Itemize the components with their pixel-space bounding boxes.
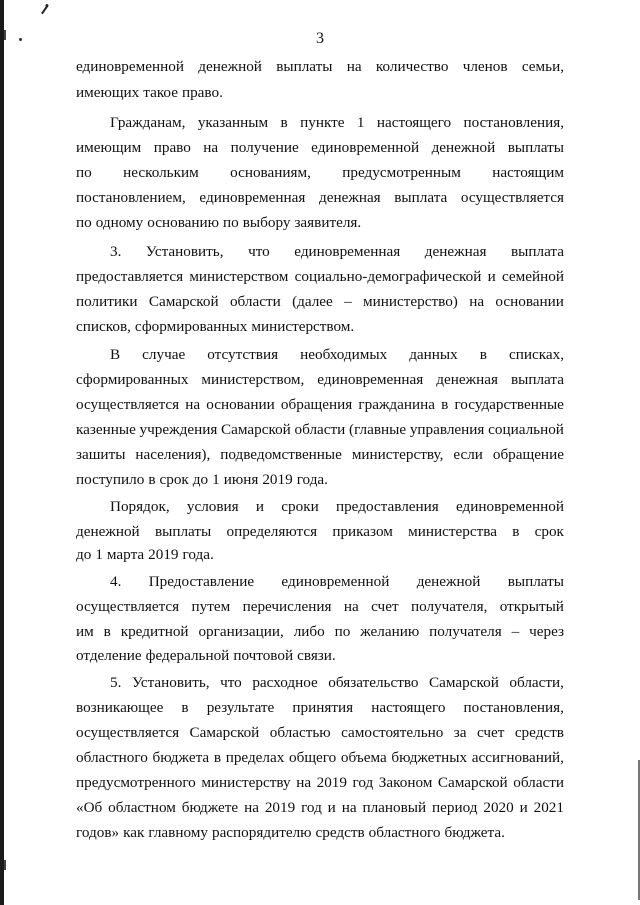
word: Гражданам,: [110, 114, 186, 131]
word: путем: [191, 598, 231, 615]
word: области: [294, 421, 346, 438]
text-line: [76, 471, 564, 489]
word: единовременной: [281, 573, 390, 590]
word: Установить,: [145, 243, 224, 260]
word: Законом: [378, 774, 433, 791]
text-line: [76, 523, 564, 541]
word: Порядок,: [110, 498, 170, 515]
word: года.: [296, 471, 328, 488]
word: и: [255, 498, 265, 515]
word: сроки: [281, 498, 319, 515]
word: настоящего: [371, 699, 446, 716]
text-line: [110, 674, 564, 692]
text-line: [110, 114, 564, 132]
word: 4.: [110, 573, 122, 590]
text-line: [76, 214, 564, 232]
word: министерства: [408, 523, 497, 540]
word: –: [511, 623, 520, 640]
word: единовременной: [311, 139, 420, 156]
word: счет: [371, 598, 399, 615]
word: основаниям,: [230, 164, 311, 181]
word: по: [334, 623, 351, 640]
word: такое: [143, 84, 178, 101]
word: указанным: [197, 114, 269, 131]
word: осуществляется: [76, 598, 180, 615]
word: желанию: [360, 623, 420, 640]
word: министерством.: [251, 318, 355, 335]
word: списках,: [508, 346, 564, 363]
word: 1: [95, 546, 103, 563]
word: заявителя.: [294, 214, 362, 231]
word: выбору: [242, 214, 291, 231]
word: Самарской: [189, 724, 260, 741]
text-line: [76, 84, 564, 102]
word: бюджете: [181, 799, 239, 816]
word: 3.: [110, 243, 122, 260]
word: в: [441, 396, 449, 413]
word: им: [76, 623, 94, 640]
word: на: [346, 58, 362, 75]
word: единовременной: [456, 498, 564, 515]
word: выплата: [394, 189, 448, 206]
word: год: [352, 774, 374, 791]
word: основанию: [147, 214, 220, 231]
word: возникающее: [76, 699, 164, 716]
word: результате: [206, 699, 275, 716]
word: на: [296, 774, 312, 791]
word: определяются: [226, 523, 318, 540]
word: министерством,: [201, 371, 305, 388]
word: казенные: [76, 421, 136, 438]
word: и: [487, 268, 496, 285]
word: области: [513, 774, 564, 791]
word: 2019: [316, 774, 347, 791]
word: областью: [269, 724, 331, 741]
word: области: [229, 293, 281, 310]
word: министерство): [363, 293, 458, 310]
word: необходимых: [300, 346, 388, 363]
word: осуществляется: [460, 189, 564, 206]
word: пункте: [300, 114, 345, 131]
word: предусмотренного: [76, 774, 196, 791]
word: семейной: [501, 268, 564, 285]
text-line: [76, 371, 564, 389]
word: право: [153, 139, 191, 156]
word: имеющих: [76, 84, 140, 101]
word: почтовой: [233, 647, 294, 664]
word: организации,: [198, 623, 284, 640]
text-line: [76, 774, 564, 792]
word: за: [453, 724, 467, 741]
word: 2021: [533, 799, 564, 816]
word: единовременная: [199, 189, 306, 206]
word: данных: [409, 346, 458, 363]
word: политики: [76, 293, 138, 310]
page-number: 3: [316, 30, 324, 47]
text-line: [76, 164, 564, 182]
word: и: [519, 799, 528, 816]
word: (главные: [349, 421, 407, 438]
text-line: [76, 293, 564, 311]
word: на: [343, 598, 359, 615]
word: 2020: [483, 799, 514, 816]
word: главному: [148, 824, 208, 841]
word: денежной: [416, 573, 481, 590]
word: настоящего: [376, 114, 452, 131]
word: принятия: [292, 699, 354, 716]
word: 2019: [264, 799, 296, 816]
word: денежной: [76, 523, 140, 540]
word: получение: [230, 139, 299, 156]
word: в: [479, 346, 487, 363]
word: населения),: [135, 446, 211, 463]
word: учреждения: [139, 421, 218, 438]
word: до: [76, 546, 92, 563]
word: областного: [368, 824, 441, 841]
word: июня: [223, 471, 259, 488]
word: осуществляется: [76, 724, 180, 741]
word: открытый: [499, 598, 564, 615]
word: сформированных: [134, 318, 248, 335]
word: министерству,: [351, 446, 444, 463]
word: социально-демографической: [294, 268, 482, 285]
word: единовременная: [317, 371, 424, 388]
word: выплаты: [276, 58, 333, 75]
word: годов»: [76, 824, 120, 841]
word: в: [148, 471, 156, 488]
text-line: [76, 58, 564, 76]
text-line: [76, 139, 564, 157]
word: постановлением,: [76, 189, 186, 206]
text-line: [110, 346, 564, 364]
word: по: [76, 164, 92, 181]
word: год: [301, 799, 322, 816]
word: период: [431, 799, 478, 816]
word: поступило: [76, 471, 145, 488]
word: обращение: [492, 446, 564, 463]
word: в: [512, 523, 520, 540]
word: марта: [106, 546, 145, 563]
word: выплата: [511, 243, 564, 260]
word: Предоставление: [148, 573, 255, 590]
word: 1: [212, 471, 220, 488]
word: постановления,: [463, 114, 564, 131]
word: одному: [95, 214, 144, 231]
word: денежная: [424, 243, 487, 260]
word: отсутствия: [207, 346, 279, 363]
text-line: [110, 573, 564, 591]
word: случае: [142, 346, 186, 363]
word: денежная: [436, 371, 498, 388]
word: «Об: [76, 799, 103, 816]
word: счет: [476, 724, 505, 741]
word: выплаты: [154, 523, 212, 540]
word: Самарской: [429, 674, 499, 691]
text-line: [76, 268, 564, 286]
word: в: [280, 114, 288, 131]
word: приказом: [332, 523, 393, 540]
word: что: [248, 243, 270, 260]
word: предусмотренным: [342, 164, 461, 181]
text-line: [110, 498, 564, 516]
word: через: [529, 623, 564, 640]
word: получателя,: [410, 598, 488, 615]
word: и: [327, 799, 336, 816]
word: единовременной: [76, 58, 184, 75]
text-line: [76, 446, 564, 464]
word: расходное: [252, 674, 318, 691]
word: управления: [409, 421, 485, 438]
word: денежной: [431, 139, 496, 156]
word: основании: [495, 293, 564, 310]
word: Установить,: [131, 674, 210, 691]
word: осуществляется: [76, 396, 180, 413]
word: основании: [206, 396, 275, 413]
word: на: [203, 139, 219, 156]
word: что: [220, 674, 242, 691]
text-line: [76, 546, 564, 564]
word: нескольким: [123, 164, 199, 181]
word: срок: [534, 523, 564, 540]
text-line: [76, 396, 564, 414]
text-line: [76, 598, 564, 616]
text-line: [76, 623, 564, 641]
word: предоставляется: [76, 268, 184, 285]
word: единовременная: [294, 243, 401, 260]
word: Самарской: [437, 774, 508, 791]
text-line: [76, 799, 564, 817]
word: обращения: [280, 396, 353, 413]
word: денежной: [198, 58, 262, 75]
scan-border-left: [0, 0, 4, 905]
text-line: [76, 724, 564, 742]
text-line: [76, 647, 564, 665]
word: сформированных: [76, 371, 189, 388]
word: если: [453, 446, 483, 463]
text-line: [76, 421, 564, 439]
word: постановления,: [463, 699, 564, 716]
word: денежная: [318, 189, 381, 206]
word: ассигнований,: [471, 749, 564, 766]
text-line: [110, 243, 564, 261]
text-line: [76, 824, 564, 842]
word: года.: [182, 546, 214, 563]
word: гражданина: [358, 396, 436, 413]
word: объема: [340, 749, 387, 766]
word: связи.: [297, 647, 336, 664]
word: бюджетных: [391, 749, 468, 766]
text-line: [76, 699, 564, 717]
word: федеральной: [145, 647, 230, 664]
scan-speck-mark: [41, 6, 48, 15]
word: условия: [186, 498, 239, 515]
word: право.: [181, 84, 223, 101]
word: области,: [509, 674, 564, 691]
word: –: [344, 293, 352, 310]
word: зашиты: [76, 446, 126, 463]
word: на: [185, 396, 201, 413]
word: бюджета: [152, 749, 210, 766]
word: областном: [108, 799, 176, 816]
word: в: [213, 749, 221, 766]
word: либо: [293, 623, 325, 640]
word: подведомственные: [220, 446, 342, 463]
word: самостоятельно: [341, 724, 444, 741]
word: плановый: [362, 799, 427, 816]
word: распорядителю: [211, 824, 312, 841]
word: 5.: [110, 674, 122, 691]
word: получателя: [429, 623, 502, 640]
word: 2019: [262, 471, 293, 488]
word: выплаты: [507, 573, 564, 590]
word: бюджета.: [444, 824, 505, 841]
word: по: [223, 214, 239, 231]
word: по: [76, 214, 92, 231]
word: семьи,: [521, 58, 564, 75]
word: пределах: [225, 749, 285, 766]
word: В: [110, 346, 121, 363]
word: количество: [375, 58, 449, 75]
word: отделение: [76, 647, 142, 664]
word: Самарской: [221, 421, 291, 438]
text-line: [76, 189, 564, 207]
word: министерством: [189, 268, 289, 285]
word: министерству: [201, 774, 291, 791]
word: в: [181, 699, 189, 716]
scan-artifact: [4, 860, 6, 870]
word: средств: [514, 724, 564, 741]
word: социальной: [488, 421, 564, 438]
text-line: [76, 749, 564, 767]
word: на: [244, 799, 259, 816]
word: предоставления: [335, 498, 439, 515]
word: срок: [159, 471, 189, 488]
word: кредитной: [120, 623, 189, 640]
word: (далее: [292, 293, 333, 310]
word: членов: [462, 58, 508, 75]
word: общего: [289, 749, 337, 766]
word: в: [103, 623, 111, 640]
text-line: [76, 318, 564, 336]
word: выплата: [510, 371, 564, 388]
word: до: [192, 471, 209, 488]
word: средств: [315, 824, 365, 841]
word: на: [341, 799, 357, 816]
word: государственные: [454, 396, 564, 413]
word: обязательство: [328, 674, 419, 691]
word: перечисления: [242, 598, 332, 615]
word: имеющим: [76, 139, 142, 156]
word: 1: [356, 114, 365, 131]
word: списков,: [76, 318, 131, 335]
word: областного: [76, 749, 148, 766]
word: как: [123, 824, 145, 841]
word: Самарской: [148, 293, 219, 310]
word: настоящим: [492, 164, 564, 181]
word: 2019: [148, 546, 179, 563]
word: выплаты: [507, 139, 564, 156]
word: на: [469, 293, 485, 310]
